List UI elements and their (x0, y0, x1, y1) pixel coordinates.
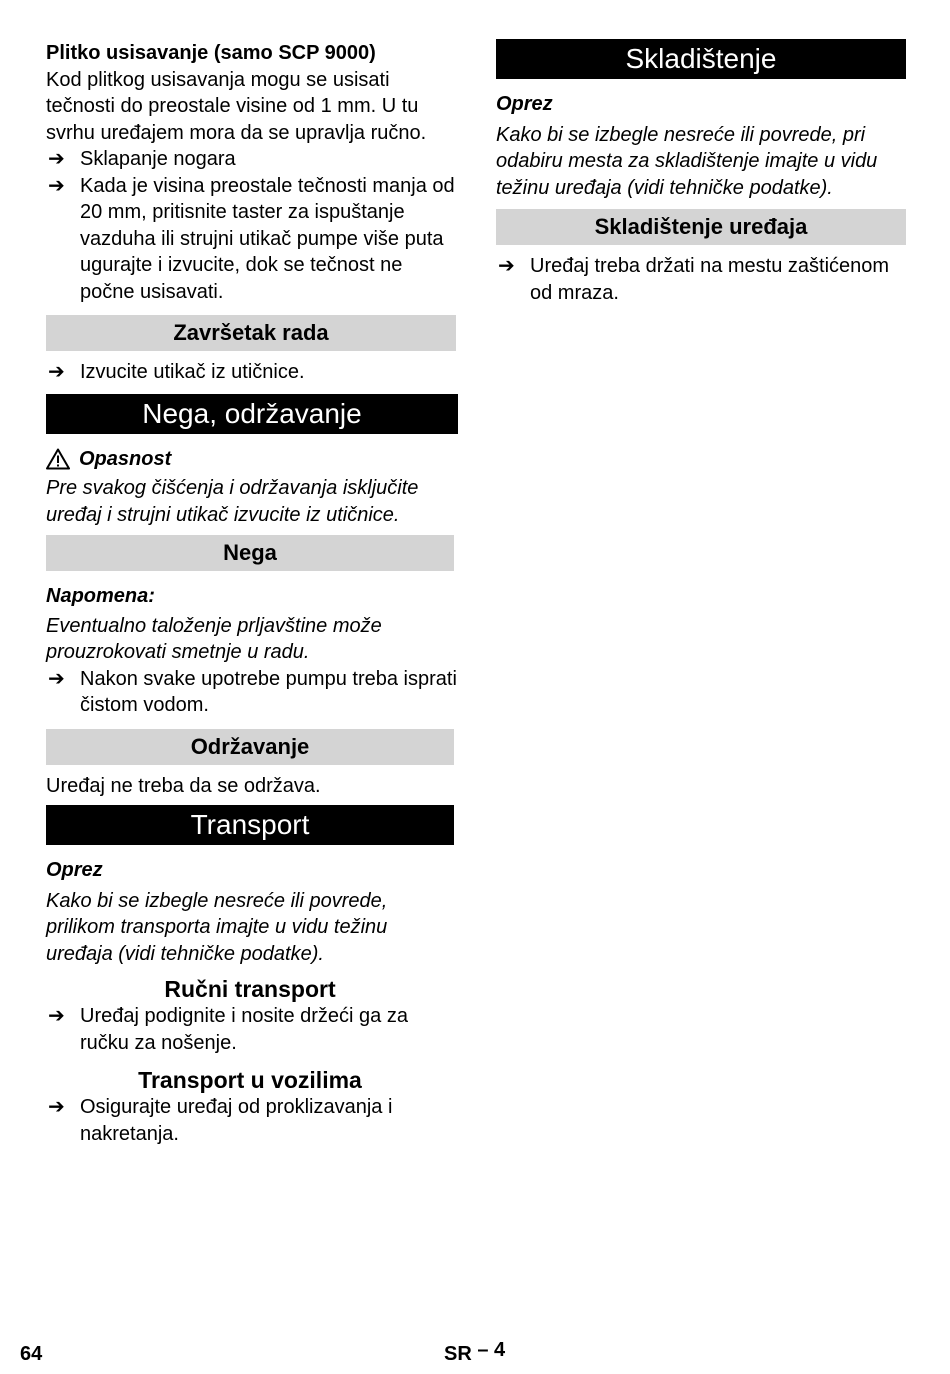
note-text: Eventualno taloženje prljavštine može prouzrokovati smetnje u radu. (46, 614, 382, 663)
list-item-text: Uređaj treba držati na mestu zaštićenom od mraza. (530, 255, 890, 304)
warning-triangle-icon (46, 448, 70, 470)
list-item-text: Nakon svake upotrebe pumpu treba isprati čistom vodom. (80, 667, 457, 716)
list-item (496, 253, 906, 306)
maintenance-heading: Održavanje (46, 729, 454, 765)
care-maintenance-heading: Nega, održavanje (46, 394, 458, 434)
caution-label: Oprez (496, 93, 553, 115)
right-arrow-icon: ➔ (48, 361, 65, 383)
danger-label-row (46, 446, 458, 473)
caution-text: Kako bi se izbegle nesreće ili povrede, pri odabiru mesta za skladištenje imajte u vidu težinu uređaja (vidi tehničke podatke). (496, 123, 878, 199)
right-arrow-icon: ➔ (48, 174, 65, 197)
care-heading: Nega (46, 535, 454, 571)
caution-label: Oprez (46, 859, 103, 881)
caution-text: Kako bi se izbegle nesreće ili povrede, prilikom transporta imajte u vidu težinu uređaja (vidi tehničke podatke). (46, 889, 388, 965)
danger-label: Opasnost (79, 447, 172, 470)
footer-language: SR (444, 1343, 472, 1365)
right-column (496, 38, 906, 306)
list-item-text: Sklapanje nogara (80, 148, 236, 170)
right-arrow-icon: ➔ (48, 148, 65, 170)
maintenance-text: Uređaj ne treba da se održava. (46, 774, 321, 797)
right-arrow-icon: ➔ (48, 667, 65, 690)
list-item-text: Uređaj podignite i nosite držeći ga za ručku za nošenje. (80, 1005, 408, 1054)
device-storage-heading: Skladištenje uređaja (496, 209, 906, 245)
list-item (46, 146, 458, 173)
list-item-text: Osigurajte uređaj od proklizavanja i nakretanja. (80, 1096, 393, 1145)
storage-heading: Skladištenje (496, 39, 906, 79)
shallow-suction-body: Kod plitkog usisavanja mogu se usisati tečnosti do preostale visine od 1 mm. U tu svrhu uređajem mora da se upravlja ručno. (46, 68, 427, 144)
footer-subpage: 4 (494, 1339, 506, 1361)
list-item (46, 173, 458, 306)
list-item (46, 1094, 458, 1147)
left-column (46, 38, 458, 1147)
list-item-text: Izvucite utikač iz utičnice. (80, 361, 305, 383)
end-of-work-heading: Završetak rada (46, 315, 456, 351)
right-arrow-icon: ➔ (48, 1096, 65, 1118)
right-arrow-icon: ➔ (498, 255, 515, 277)
danger-text: Pre svakog čišćenja i održavanja isključite uređaj i strujni utikač izvucite iz utičnice. (46, 477, 419, 526)
page-number: 64 (20, 1343, 43, 1365)
list-item (46, 1003, 458, 1056)
footer-section-label (444, 1339, 506, 1366)
vehicle-transport-heading: Transport u vozilima (138, 1067, 362, 1093)
list-item (46, 666, 458, 719)
right-arrow-icon: ➔ (48, 1005, 65, 1027)
transport-heading: Transport (46, 805, 454, 845)
list-item (46, 359, 458, 386)
note-label: Napomena: (46, 585, 155, 607)
list-item-text: Kada je visina preostale tečnosti manja od 20 mm, pritisnite taster za ispuštanje vazduha ili strujni utikač pumpe više puta ugurajte i izvucite, dok se tečnost ne počne usisavati. (80, 174, 455, 303)
manual-transport-heading: Ručni transport (164, 976, 336, 1002)
shallow-suction-heading: Plitko usisavanje (samo SCP 9000) (46, 42, 376, 64)
footer-dash: – (477, 1339, 489, 1361)
